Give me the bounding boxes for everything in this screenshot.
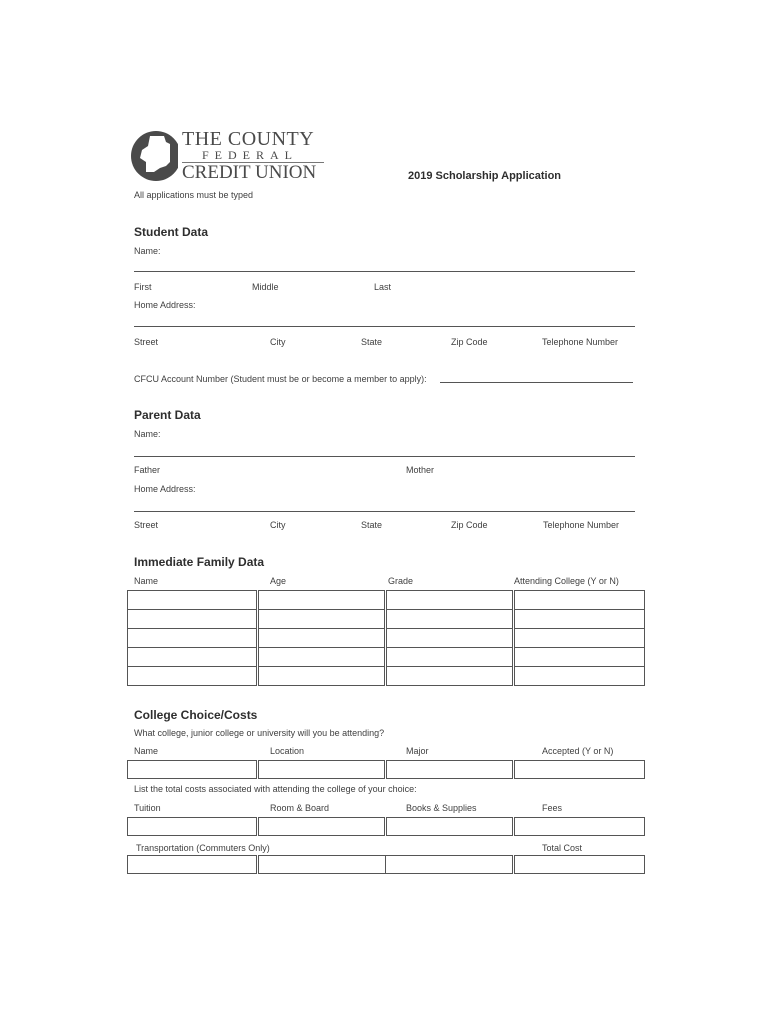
table-cell[interactable] [128, 648, 258, 667]
student-street-label: Street [134, 337, 159, 347]
table-cell[interactable] [258, 610, 386, 629]
table-row [128, 856, 645, 874]
logo-line-3: CREDIT UNION [182, 162, 317, 183]
table-cell[interactable] [128, 591, 258, 610]
table-cell[interactable] [128, 818, 258, 836]
student-name-label: Name: [134, 246, 161, 256]
cost-col-room-board: Room & Board [270, 803, 330, 813]
cfcu-account-label: CFCU Account Number (Student must be or become a member to apply): [134, 374, 427, 384]
table-cell[interactable] [514, 818, 645, 836]
cfcu-account-line[interactable] [440, 382, 633, 383]
student-phone-label: Telephone Number [542, 337, 619, 347]
table-row [128, 648, 645, 667]
college-col-location: Location [270, 746, 305, 756]
parent-state-label: State [361, 520, 383, 530]
student-address-line[interactable] [134, 326, 635, 327]
college-col-name: Name [134, 746, 159, 756]
transport-total-table [127, 855, 645, 874]
family-data-heading: Immediate Family Data [134, 555, 265, 569]
student-data-heading: Student Data [134, 225, 209, 239]
college-question: What college, junior college or university will you be attending? [134, 728, 385, 738]
table-cell[interactable] [386, 761, 514, 779]
table-cell[interactable] [386, 856, 514, 874]
table-cell[interactable] [128, 761, 258, 779]
table-cell[interactable] [514, 856, 645, 874]
parent-zip-label: Zip Code [451, 520, 488, 530]
parent-address-line[interactable] [134, 511, 635, 512]
table-cell[interactable] [514, 629, 645, 648]
student-address-label: Home Address: [134, 300, 196, 310]
student-state-label: State [361, 337, 383, 347]
family-col-attending: Attending College (Y or N) [514, 576, 619, 586]
table-cell[interactable] [258, 648, 386, 667]
logo-county-emblem-icon [130, 128, 178, 184]
family-table [127, 590, 645, 686]
table-row [128, 667, 645, 686]
table-cell[interactable] [386, 610, 514, 629]
table-row [128, 629, 645, 648]
student-name-line[interactable] [134, 271, 635, 272]
parent-father-label: Father [134, 465, 161, 475]
student-last-label: Last [374, 282, 392, 292]
table-cell[interactable] [258, 818, 386, 836]
logo [130, 128, 330, 184]
parent-phone-label: Telephone Number [543, 520, 620, 530]
table-cell[interactable] [258, 667, 386, 686]
table-cell[interactable] [258, 591, 386, 610]
total-cost-label: Total Cost [542, 843, 583, 853]
logo-line-2: FEDERAL [202, 148, 298, 162]
table-cell[interactable] [386, 629, 514, 648]
table-cell[interactable] [386, 818, 514, 836]
table-cell[interactable] [128, 610, 258, 629]
table-cell[interactable] [128, 667, 258, 686]
table-cell[interactable] [258, 629, 386, 648]
student-zip-label: Zip Code [451, 337, 488, 347]
college-table [127, 760, 645, 779]
table-cell[interactable] [514, 610, 645, 629]
table-cell[interactable] [514, 591, 645, 610]
cost-col-books: Books & Supplies [406, 803, 477, 813]
table-cell[interactable] [386, 667, 514, 686]
costs-prompt: List the total costs associated with attending the college of your choice: [134, 784, 417, 794]
table-cell[interactable] [386, 648, 514, 667]
document-title: 2019 Scholarship Application [408, 170, 562, 182]
college-col-accepted: Accepted (Y or N) [542, 746, 614, 756]
table-row [128, 761, 645, 779]
typed-notice: All applications must be typed [134, 190, 254, 200]
student-middle-label: Middle [252, 282, 279, 292]
table-cell[interactable] [258, 856, 386, 874]
cost-col-fees: Fees [542, 803, 563, 813]
family-col-age: Age [270, 576, 287, 586]
college-heading: College Choice/Costs [134, 708, 258, 722]
family-col-grade: Grade [388, 576, 414, 586]
table-row [128, 591, 645, 610]
table-cell[interactable] [514, 667, 645, 686]
parent-name-label: Name: [134, 429, 161, 439]
table-cell[interactable] [386, 591, 514, 610]
parent-city-label: City [270, 520, 286, 530]
college-col-major: Major [406, 746, 429, 756]
table-row [128, 610, 645, 629]
cost-col-tuition: Tuition [134, 803, 161, 813]
table-cell[interactable] [514, 761, 645, 779]
logo-line-1: THE COUNTY [182, 128, 315, 150]
parent-mother-label: Mother [406, 465, 435, 475]
parent-data-heading: Parent Data [134, 408, 201, 422]
table-cell[interactable] [514, 648, 645, 667]
student-city-label: City [270, 337, 286, 347]
table-cell[interactable] [128, 629, 258, 648]
costs-table [127, 817, 645, 836]
parent-name-line[interactable] [134, 456, 635, 457]
table-row [128, 818, 645, 836]
table-cell[interactable] [128, 856, 258, 874]
family-col-name: Name [134, 576, 159, 586]
student-first-label: First [134, 282, 152, 292]
parent-address-label: Home Address: [134, 484, 196, 494]
parent-street-label: Street [134, 520, 159, 530]
table-cell[interactable] [258, 761, 386, 779]
transportation-label: Transportation (Commuters Only) [136, 843, 270, 853]
